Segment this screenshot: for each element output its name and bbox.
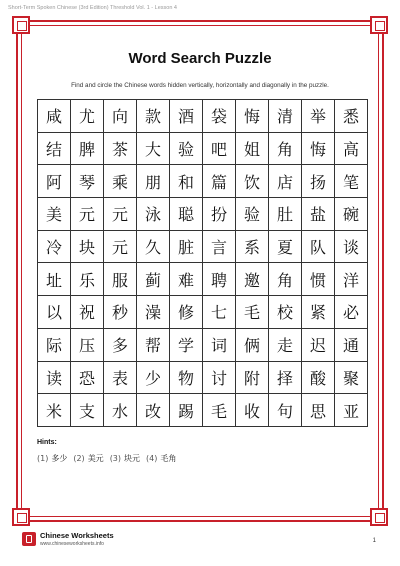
grid-cell[interactable]: 改 [137, 394, 170, 427]
grid-cell[interactable]: 扮 [203, 198, 236, 231]
hint-text: 多少 [51, 454, 68, 463]
hint-number: (4) [146, 454, 158, 463]
grid-cell[interactable]: 服 [104, 263, 137, 296]
hint-item [110, 453, 140, 464]
grid-cell[interactable]: 清 [269, 100, 302, 133]
hint-number: (2) [73, 454, 85, 463]
grid-cell[interactable]: 学 [170, 329, 203, 362]
grid-cell[interactable]: 饮 [236, 165, 269, 198]
grid-cell[interactable]: 亚 [335, 394, 368, 427]
grid-cell[interactable]: 以 [38, 296, 71, 329]
grid-cell[interactable]: 少 [137, 362, 170, 395]
grid-cell[interactable]: 澡 [137, 296, 170, 329]
grid-cell[interactable]: 收 [236, 394, 269, 427]
grid-cell[interactable]: 美 [38, 198, 71, 231]
grid-cell[interactable]: 茶 [104, 133, 137, 166]
grid-cell[interactable]: 读 [38, 362, 71, 395]
grid-cell[interactable]: 尤 [71, 100, 104, 133]
grid-cell[interactable]: 角 [269, 133, 302, 166]
grid-cell[interactable]: 邀 [236, 263, 269, 296]
hints-label: Hints: [37, 439, 57, 446]
grid-cell[interactable]: 元 [104, 231, 137, 264]
footer-brand: Chinese Worksheets [40, 531, 114, 540]
grid-cell[interactable]: 盐 [302, 198, 335, 231]
grid-cell[interactable]: 酒 [170, 100, 203, 133]
grid-cell[interactable]: 姐 [236, 133, 269, 166]
hint-number: (1) [37, 454, 49, 463]
page-number: 1 [372, 538, 376, 544]
grid-cell[interactable]: 冷 [38, 231, 71, 264]
grid-cell[interactable]: 多 [104, 329, 137, 362]
grid-cell[interactable]: 帮 [137, 329, 170, 362]
grid-cell[interactable]: 碗 [335, 198, 368, 231]
grid-cell[interactable]: 择 [269, 362, 302, 395]
grid-cell[interactable]: 酸 [302, 362, 335, 395]
hint-text: 块元 [124, 454, 141, 463]
grid-cell[interactable]: 惯 [302, 263, 335, 296]
grid-cell[interactable]: 洋 [335, 263, 368, 296]
grid-cell[interactable]: 夏 [269, 231, 302, 264]
grid-cell[interactable]: 肚 [269, 198, 302, 231]
frame-corner-ornament [370, 508, 388, 526]
grid-cell[interactable]: 俩 [236, 329, 269, 362]
hint-text: 毛角 [160, 454, 177, 463]
hint-item [73, 453, 103, 464]
grid-cell[interactable]: 久 [137, 231, 170, 264]
grid-cell[interactable]: 验 [170, 133, 203, 166]
grid-cell[interactable]: 笔 [335, 165, 368, 198]
grid-cell[interactable]: 祝 [71, 296, 104, 329]
grid-cell[interactable]: 元 [104, 198, 137, 231]
grid-cell[interactable]: 结 [38, 133, 71, 166]
grid-cell[interactable]: 悉 [335, 100, 368, 133]
grid-cell[interactable]: 悔 [302, 133, 335, 166]
grid-cell[interactable]: 悔 [236, 100, 269, 133]
grid-cell[interactable]: 扬 [302, 165, 335, 198]
grid-cell[interactable]: 款 [137, 100, 170, 133]
grid-cell[interactable]: 际 [38, 329, 71, 362]
chinese-worksheets-logo-icon [22, 532, 36, 546]
grid-cell[interactable]: 和 [170, 165, 203, 198]
grid-cell[interactable]: 支 [71, 394, 104, 427]
grid-cell[interactable]: 高 [335, 133, 368, 166]
grid-cell[interactable]: 踢 [170, 394, 203, 427]
grid-cell[interactable]: 思 [302, 394, 335, 427]
grid-cell[interactable]: 必 [335, 296, 368, 329]
grid-cell[interactable]: 店 [269, 165, 302, 198]
instructions: Find and circle the Chinese words hidden vertically, horizontally and diagonally in the puzzle. [71, 82, 329, 89]
grid-cell[interactable]: 朋 [137, 165, 170, 198]
grid-cell[interactable]: 言 [203, 231, 236, 264]
word-search-grid [37, 99, 368, 427]
grid-cell[interactable]: 附 [236, 362, 269, 395]
grid-cell[interactable]: 系 [236, 231, 269, 264]
grid-cell[interactable]: 乘 [104, 165, 137, 198]
hint-item [37, 453, 67, 464]
grid-cell[interactable]: 角 [269, 263, 302, 296]
grid-cell[interactable]: 块 [71, 231, 104, 264]
grid-cell[interactable]: 压 [71, 329, 104, 362]
grid-cell[interactable]: 难 [170, 263, 203, 296]
grid-cell[interactable]: 聚 [335, 362, 368, 395]
grid-cell[interactable]: 句 [269, 394, 302, 427]
grid-cell[interactable]: 举 [302, 100, 335, 133]
grid-cell[interactable]: 验 [236, 198, 269, 231]
grid-cell[interactable]: 址 [38, 263, 71, 296]
grid-cell[interactable]: 谈 [335, 231, 368, 264]
grid-cell[interactable]: 迟 [302, 329, 335, 362]
grid-cell[interactable]: 紧 [302, 296, 335, 329]
grid-cell[interactable]: 修 [170, 296, 203, 329]
grid-cell[interactable]: 通 [335, 329, 368, 362]
footer-url[interactable]: www.chineseworksheets.info [40, 541, 104, 547]
grid-cell[interactable]: 大 [137, 133, 170, 166]
grid-cell[interactable]: 词 [203, 329, 236, 362]
grid-cell[interactable]: 讨 [203, 362, 236, 395]
grid-cell[interactable]: 聘 [203, 263, 236, 296]
grid-cell[interactable]: 毛 [203, 394, 236, 427]
hints-list [37, 453, 176, 464]
hint-item [146, 453, 176, 464]
frame-corner-ornament [370, 16, 388, 34]
grid-cell[interactable]: 表 [104, 362, 137, 395]
hint-text: 美元 [87, 454, 104, 463]
grid-cell[interactable]: 琴 [71, 165, 104, 198]
grid-cell[interactable]: 蓟 [137, 263, 170, 296]
grid-cell[interactable]: 袋 [203, 100, 236, 133]
grid-cell[interactable]: 聪 [170, 198, 203, 231]
grid-cell[interactable]: 阿 [38, 165, 71, 198]
grid-cell[interactable]: 元 [71, 198, 104, 231]
grid-cell[interactable]: 米 [38, 394, 71, 427]
grid-cell[interactable]: 水 [104, 394, 137, 427]
grid-cell[interactable]: 七 [203, 296, 236, 329]
grid-cell[interactable]: 秒 [104, 296, 137, 329]
document-header: Short-Term Spoken Chinese (3rd Edition) Threshold Vol. 1 - Lesson 4 [8, 5, 177, 11]
frame-corner-ornament [12, 16, 30, 34]
grid-cell[interactable]: 吧 [203, 133, 236, 166]
grid-cell[interactable]: 队 [302, 231, 335, 264]
grid-cell[interactable]: 脾 [71, 133, 104, 166]
frame-corner-ornament [12, 508, 30, 526]
grid-cell[interactable]: 脏 [170, 231, 203, 264]
grid-cell[interactable]: 走 [269, 329, 302, 362]
grid-cell[interactable]: 泳 [137, 198, 170, 231]
grid-cell[interactable]: 毛 [236, 296, 269, 329]
grid-cell[interactable]: 恐 [71, 362, 104, 395]
grid-cell[interactable]: 乐 [71, 263, 104, 296]
grid-cell[interactable]: 校 [269, 296, 302, 329]
grid-cell[interactable]: 向 [104, 100, 137, 133]
hint-number: (3) [109, 454, 122, 463]
grid-cell[interactable]: 篇 [203, 165, 236, 198]
page-title: Word Search Puzzle [128, 50, 272, 67]
grid-cell[interactable]: 咸 [38, 100, 71, 133]
grid-cell[interactable]: 物 [170, 362, 203, 395]
